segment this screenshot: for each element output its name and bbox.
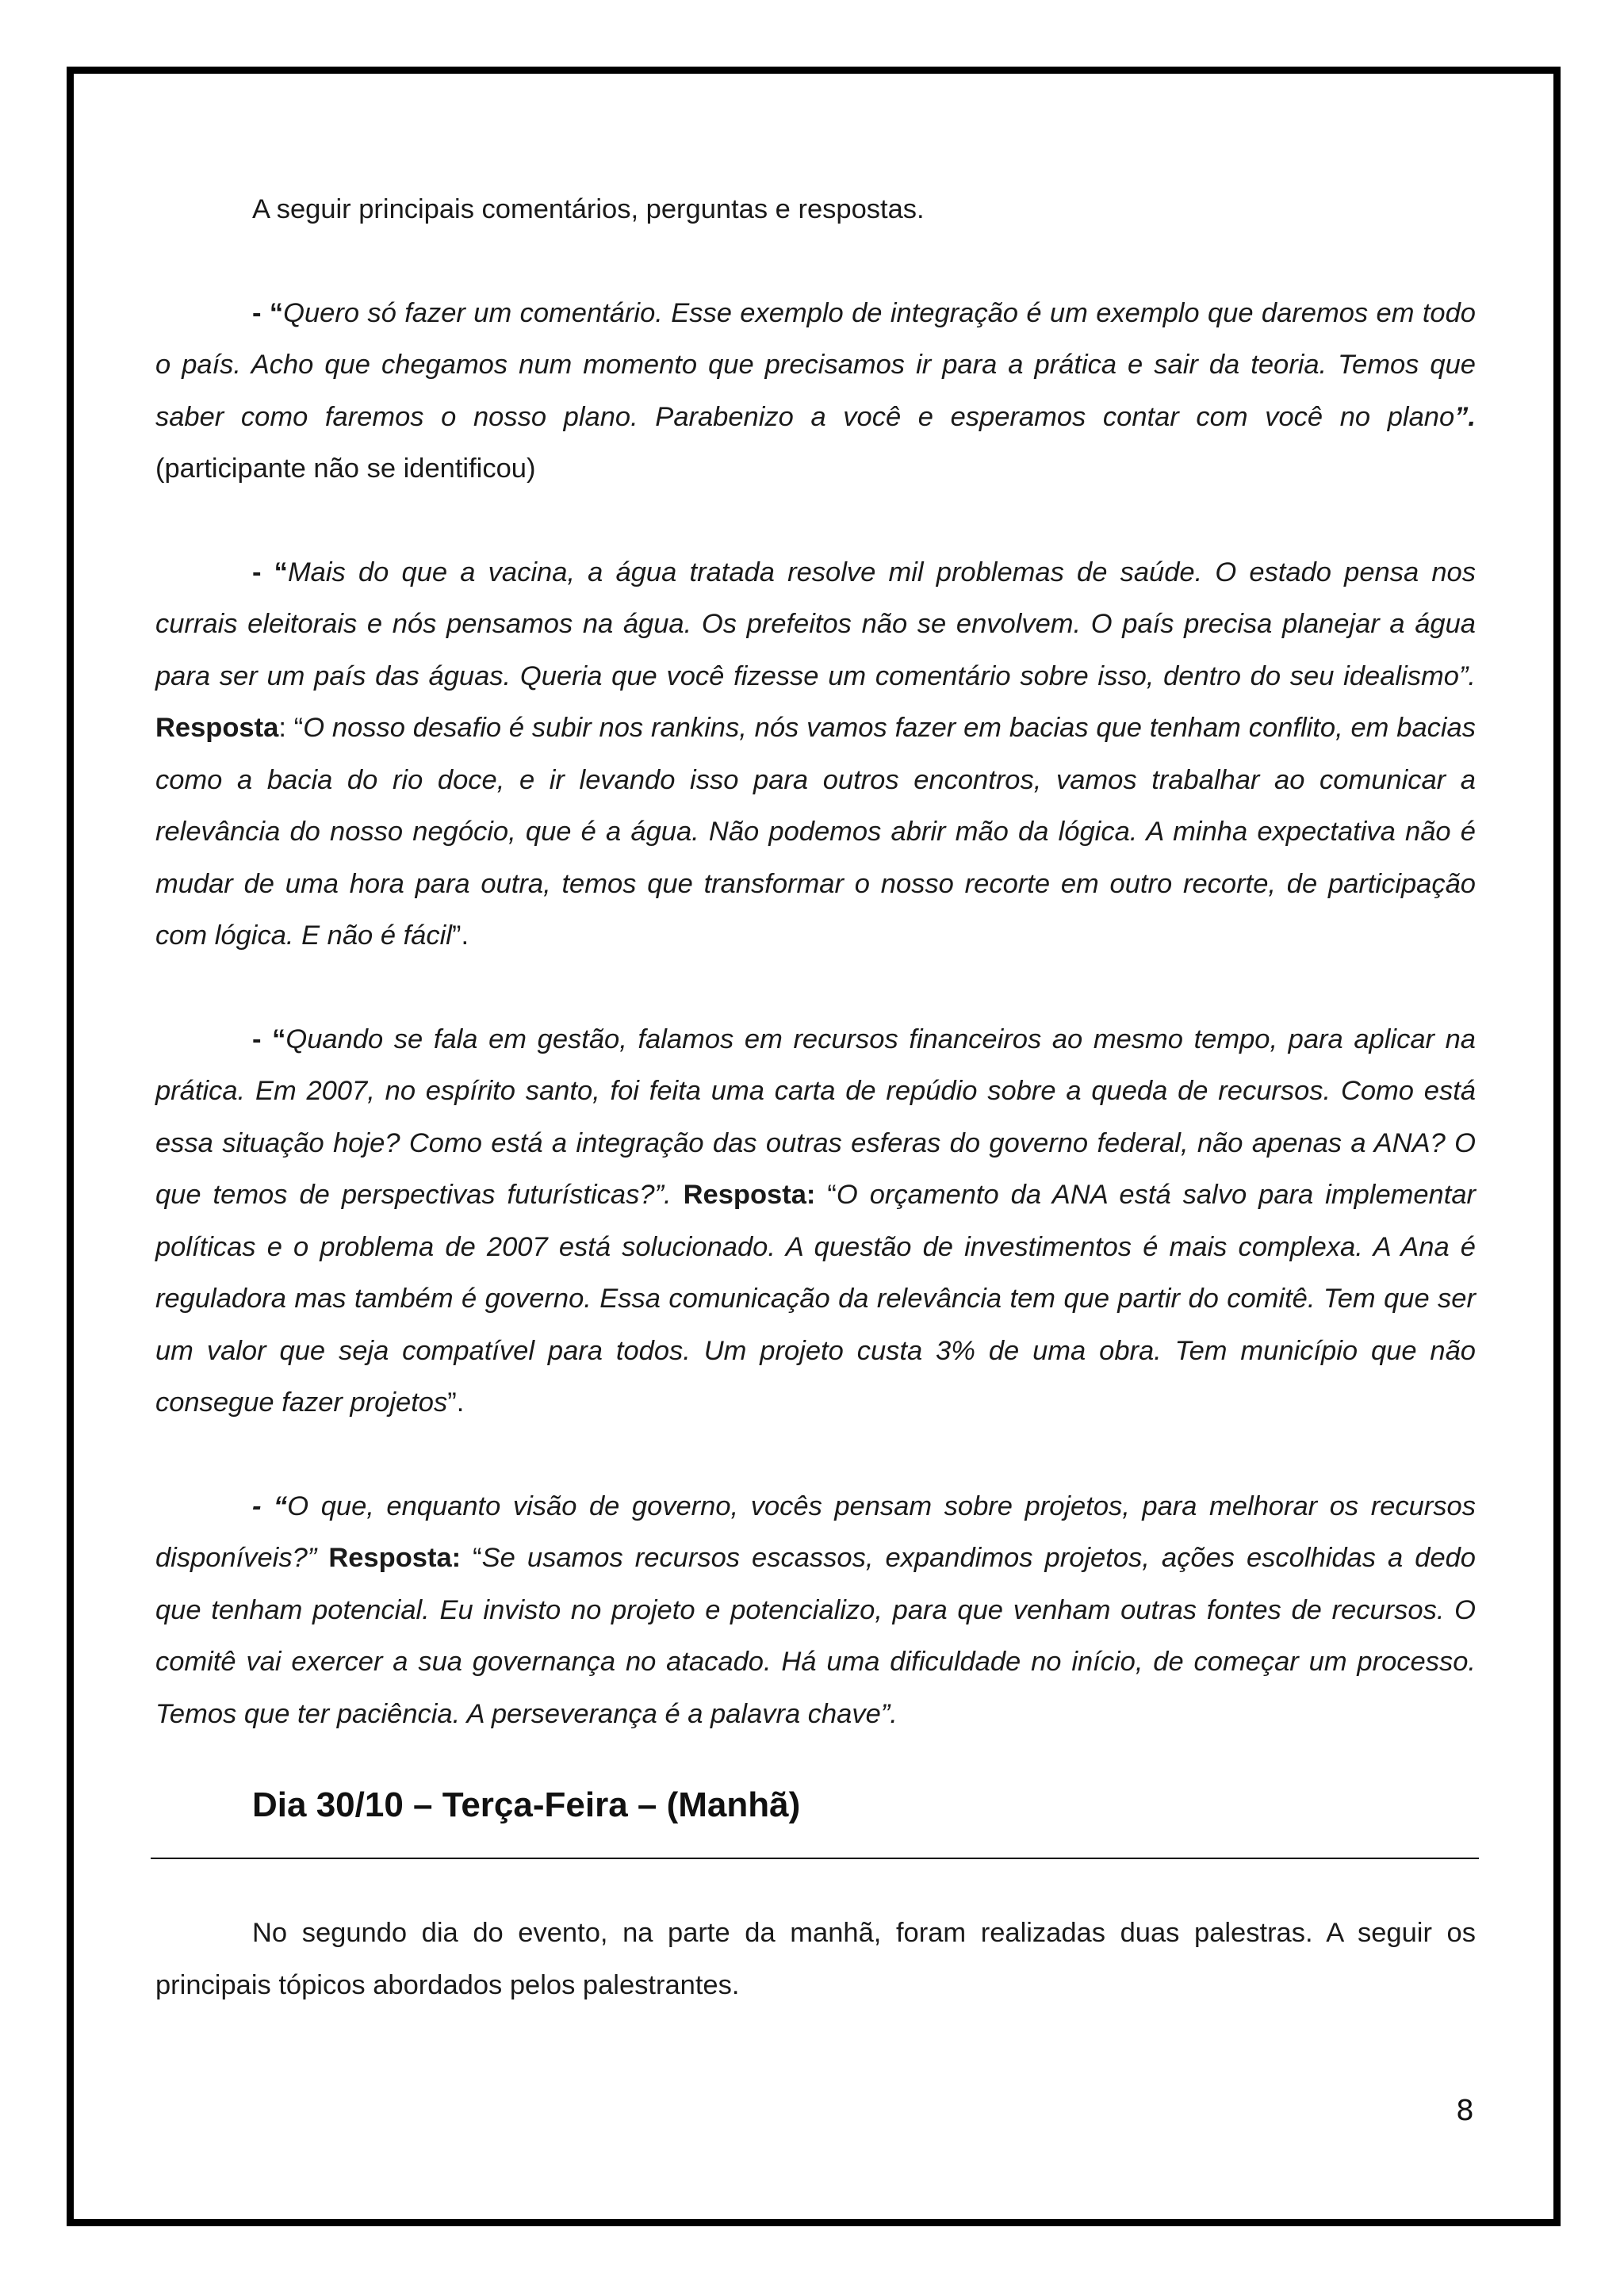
question-3 [155,1014,1476,1429]
question-4 [155,1481,1476,1741]
question-3-resposta-label: Resposta: [683,1180,816,1210]
heading-divider [151,1858,1479,1859]
question-4-dash: - “ [252,1490,288,1521]
question-3-dash: - “ [252,1024,286,1054]
section-body [155,1908,1476,2011]
question-2-close: ”. [451,920,469,951]
comment-1-dash: - “ [252,297,284,328]
comment-1-text: Quero só fazer um comentário. Esse exemplo de integração é um exemplo que daremos em todo o país. Acho que chegamos num momento que precisamos ir para a prática e sair da teoria. Temos que saber como faremos o nosso plano. Parabenizo a você e esperamos contar com você no plano [155,297,1476,432]
question-2 [155,547,1476,962]
intro-paragraph: A seguir principais comentários, perguntas e respostas. [252,194,925,224]
question-4-resposta-label: Resposta: [328,1543,462,1573]
question-3-text: Quando se fala em gestão, falamos em recursos financeiros ao mesmo tempo, para aplicar na prática. Em 2007, no espírito santo, foi feita uma carta de repúdio sobre a queda de recursos. Como está essa situação hoje? Como está a integração das outras esferas do governo federal, não apenas a ANA? O que temos de perspectivas futurísticas?”. [155,1024,1476,1210]
question-2-text: Mais do que a vacina, a água tratada resolve mil problemas de saúde. O estado pensa nos currais eleitorais e nós pensamos na água. Os prefeitos não se envolvem. O país precisa planejar a água para ser um país das águas. Queria que você fizesse um comentário sobre isso, dentro do seu idealismo”. [155,557,1476,691]
question-3-open: “ [815,1180,837,1210]
document-body [155,184,1476,1740]
question-3-close: ”. [447,1387,465,1418]
question-3-answer: O orçamento da ANA está salvo para implementar políticas e o problema de 2007 está solucionado. A questão de investimentos é mais complexa. A Ana é reguladora mas também é governo. Essa comunicação da relevância tem que partir do comitê. Tem que ser um valor que seja compatível para todos. Um projeto custa 3% de uma obra. Tem município que não consegue fazer projetos [155,1180,1477,1418]
question-2-open: : “ [278,713,304,743]
comment-1 [155,288,1476,496]
comment-1-close: ”. [1454,401,1476,432]
question-4-answer: Se usamos recursos escassos, expandimos projetos, ações escolhidas a dedo que tenham potencial. Eu invisto no projeto e potencializo, para que venham outras fontes de recursos. O comitê vai exercer a sua governança no atacado. Há uma dificuldade no início, de começar um processo. Temos que ter paciência. A perseverança é a palavra chave”. [155,1543,1476,1729]
page-number: 8 [1456,2095,1474,2127]
section-heading: Dia 30/10 – Terça-Feira – (Manhã) [252,1785,801,1824]
section-intro-paragraph: No segundo dia do evento, na parte da manhã, foram realizadas duas palestras. A seguir os principais tópicos abordados pelos palestrantes. [155,1918,1476,2000]
question-2-dash: - “ [252,557,288,587]
question-4-text: O que, enquanto visão de governo, vocês pensam sobre projetos, para melhorar os recursos disponíveis?” [155,1490,1476,1573]
question-2-answer: O nosso desafio é subir nos rankins, nós vamos fazer em bacias que tenham conflito, em bacias como a bacia do rio doce, e ir levando isso para outros encontros, vamos trabalhar ao comunicar a relevância do nosso negócio, que é a água. Não podemos abrir mão da lógica. A minha expectativa não é mudar de uma hora para outra, temos que transformar o nosso recorte em outro recorte, de participação com lógica. E não é fácil [155,713,1476,951]
comment-1-attribution: (participante não se identificou) [155,453,536,484]
question-4-open: “ [461,1543,482,1573]
question-2-resposta-label: Resposta [155,713,279,743]
